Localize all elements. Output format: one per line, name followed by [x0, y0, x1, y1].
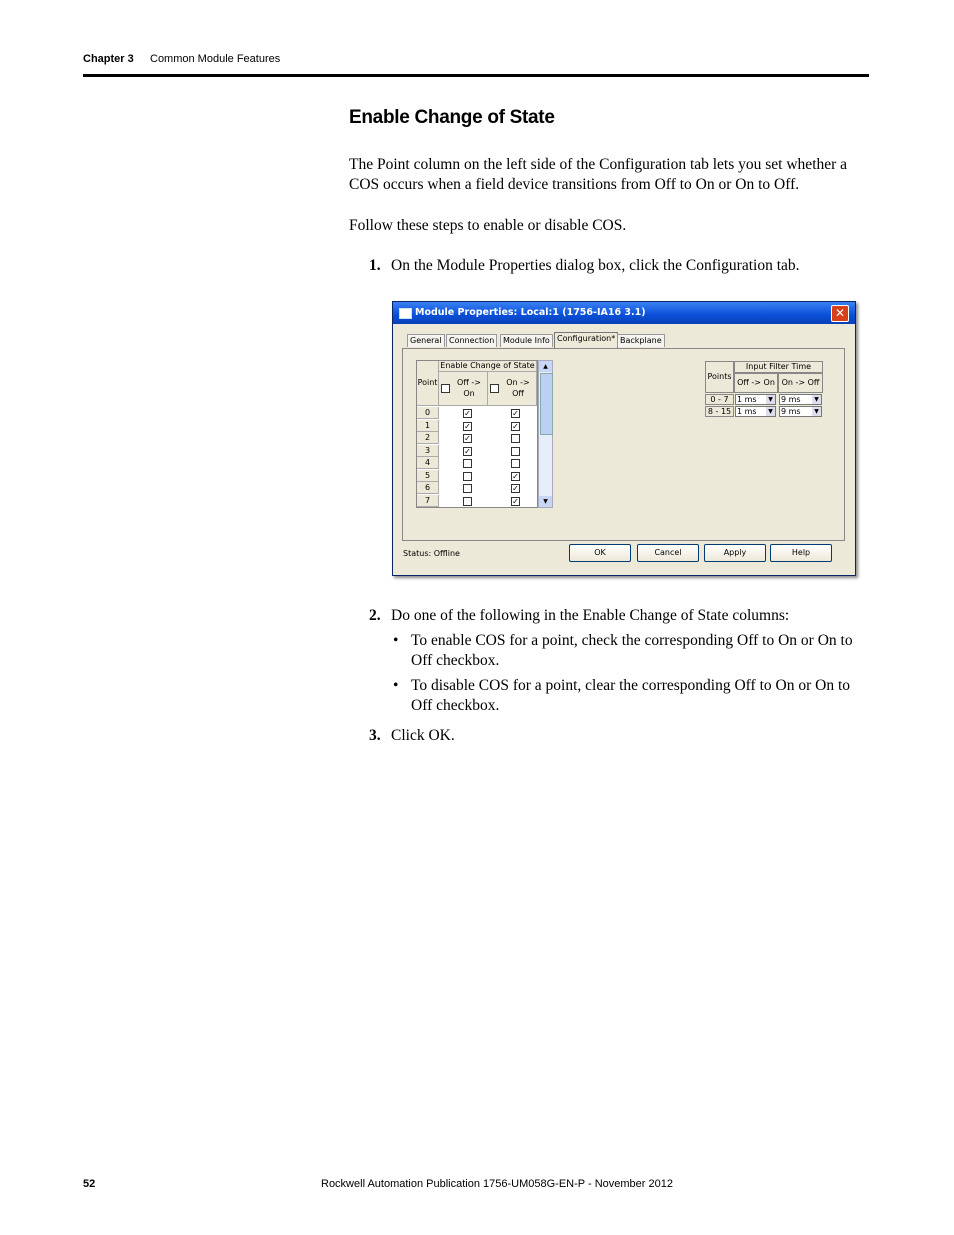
window-icon [399, 308, 412, 319]
tab-backplane[interactable]: Backplane [617, 334, 665, 347]
filter-off-on-header: Off -> On [734, 373, 778, 393]
select-value: 1 ms [737, 407, 757, 416]
select-value: 9 ms [781, 407, 801, 416]
step-number: 2. [369, 607, 381, 624]
section-label: Common Module Features [150, 53, 281, 65]
chevron-down-icon[interactable]: ▼ [766, 395, 775, 404]
grid-scrollbar[interactable] [538, 360, 553, 508]
filter-points-cell: 8 - 15 [705, 406, 734, 417]
step-number: 1. [369, 257, 381, 274]
point-cell: 2 [417, 432, 439, 444]
chevron-down-icon[interactable]: ▼ [766, 407, 775, 416]
cos-grid [416, 360, 538, 508]
on-off-column-header [488, 372, 537, 406]
point-cell: 4 [417, 457, 439, 469]
step-number: 3. [369, 727, 381, 744]
running-header [83, 53, 281, 65]
on-off-checkbox[interactable]: ✓ [512, 496, 519, 506]
select-value: 1 ms [737, 395, 757, 404]
point-cell: 3 [417, 445, 439, 457]
off-on-checkbox[interactable] [463, 459, 472, 468]
on-off-checkbox[interactable] [511, 434, 520, 443]
off-on-checkbox[interactable]: ✓ [464, 446, 471, 456]
on-off-checkbox[interactable]: ✓ [512, 409, 519, 418]
dialog-titlebar [393, 302, 855, 324]
filter-points-header: Points [705, 361, 734, 393]
point-cell: 0 [417, 407, 439, 419]
intro-paragraph: The Point column on the left side of the Configuration tab lets you set whether a COS occurs when a field device transitions from Off to On or On to Off. [349, 156, 848, 193]
off-on-header-label: Off -> On [457, 378, 481, 398]
off-on-checkbox[interactable] [463, 497, 472, 506]
close-icon[interactable]: ✕ [831, 305, 849, 322]
off-on-checkbox[interactable] [463, 472, 472, 481]
dialog-title: Module Properties: Local:1 (1756-IA16 3.1) [415, 307, 646, 318]
point-cell: 7 [417, 495, 439, 507]
scroll-thumb[interactable] [540, 373, 553, 435]
bullet-text: To disable COS for a point, clear the corresponding Off to On or On to Off checkbox. [411, 677, 850, 714]
filter-on-off-header: On -> Off [778, 373, 823, 393]
on-off-checkbox[interactable]: ✓ [512, 421, 519, 431]
select-value: 9 ms [781, 395, 801, 404]
on-off-checkbox[interactable] [511, 447, 520, 456]
status-text: Status: Offline [403, 549, 460, 558]
step-text: Do one of the following in the Enable Change of State columns: [391, 607, 790, 624]
on-off-checkbox[interactable]: ✓ [512, 471, 519, 481]
filter-off-on-select[interactable] [735, 406, 776, 417]
chevron-down-icon[interactable]: ▼ [812, 407, 821, 416]
bullet-text: To enable COS for a point, check the corresponding Off to On or On to Off checkbox. [411, 632, 853, 669]
tab-configuration[interactable]: Configuration* [554, 332, 618, 348]
off-on-select-all-checkbox[interactable] [441, 384, 450, 393]
on-off-header-label: On -> Off [506, 378, 530, 398]
steps-intro: Follow these steps to enable or disable COS. [349, 217, 627, 234]
tab-module-info[interactable]: Module Info [500, 334, 553, 347]
off-on-checkbox[interactable] [463, 484, 472, 493]
cos-column-header: Enable Change of State [439, 361, 537, 372]
off-on-column-header [439, 372, 488, 406]
point-cell: 1 [417, 420, 439, 432]
filter-on-off-select[interactable] [779, 406, 822, 417]
step-text: On the Module Properties dialog box, click the Configuration tab. [391, 257, 800, 274]
module-properties-dialog [392, 301, 856, 576]
step-text: Click OK. [391, 727, 455, 744]
point-cell: 6 [417, 482, 439, 494]
ok-button[interactable]: OK [569, 544, 631, 562]
off-on-checkbox[interactable]: ✓ [464, 421, 471, 431]
point-column-header: Point [417, 361, 439, 406]
chevron-down-icon[interactable]: ▼ [812, 395, 821, 404]
tab-connection[interactable]: Connection [446, 334, 497, 347]
scroll-down-icon[interactable]: ▼ [539, 496, 552, 507]
help-button[interactable]: Help [770, 544, 832, 562]
point-cell: 5 [417, 470, 439, 482]
bullet-icon: • [393, 632, 399, 649]
filter-off-on-select[interactable] [735, 394, 776, 405]
filter-on-off-select[interactable] [779, 394, 822, 405]
scroll-up-icon[interactable]: ▲ [539, 361, 552, 372]
publication-footer: Rockwell Automation Publication 1756-UM058G-EN-P - November 2012 [321, 1178, 673, 1190]
page-number: 52 [83, 1178, 96, 1190]
on-off-select-all-checkbox[interactable] [490, 384, 499, 393]
header-rule [83, 74, 869, 77]
input-filter-table [705, 361, 823, 419]
off-on-checkbox[interactable]: ✓ [464, 434, 471, 443]
on-off-checkbox[interactable]: ✓ [512, 484, 519, 493]
on-off-checkbox[interactable] [511, 459, 520, 468]
filter-points-cell: 0 - 7 [705, 394, 734, 405]
configuration-panel [402, 348, 845, 541]
page-title: Enable Change of State [349, 107, 555, 128]
tab-general[interactable]: General [407, 334, 445, 347]
cancel-button[interactable]: Cancel [637, 544, 699, 562]
filter-title-header: Input Filter Time [734, 361, 823, 373]
bullet-icon: • [393, 677, 399, 694]
chapter-label: Chapter 3 [83, 53, 134, 65]
off-on-checkbox[interactable]: ✓ [464, 409, 471, 418]
apply-button[interactable]: Apply [704, 544, 766, 562]
